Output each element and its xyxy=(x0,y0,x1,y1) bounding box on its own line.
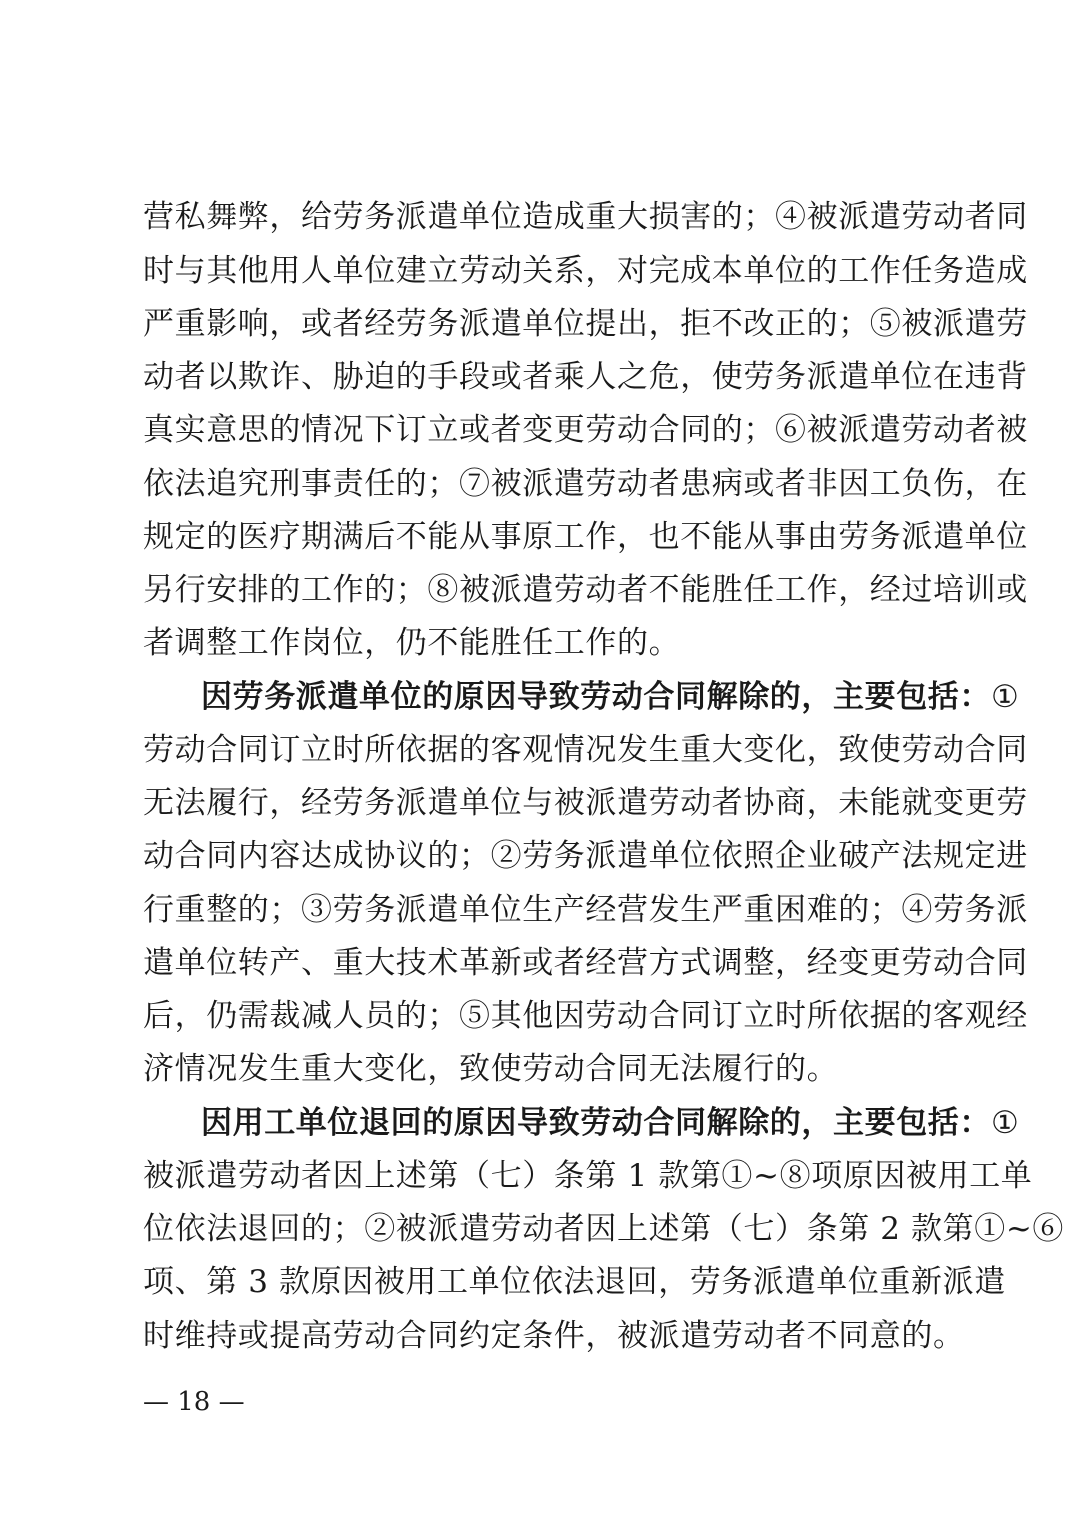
paragraph-3-lead: 因用工单位退回的原因导致劳动合同解除的，主要包括： xyxy=(201,1105,991,1141)
paragraph-1-line-1: 营私舞弊，给劳务派遣单位造成重大损害的；④被派遣劳动者同 xyxy=(143,199,1028,235)
paragraph-3-first-rest: ① xyxy=(991,1105,1020,1141)
paragraph-2-first-rest: ① xyxy=(991,679,1020,715)
paragraph-1-line-2: 时与其他用人单位建立劳动关系，对完成本单位的工作任务造成 xyxy=(143,253,1028,289)
paragraph-1-line-5: 真实意思的情况下订立或者变更劳动合同的；⑥被派遣劳动者被 xyxy=(143,412,1028,448)
paragraph-3-line-3: 位依法退回的；②被派遣劳动者因上述第（七）条第 2 款第①~⑥ xyxy=(143,1211,1065,1247)
paragraph-1-line-6: 依法追究刑事责任的；⑦被派遣劳动者患病或者非因工负伤，在 xyxy=(143,466,1028,502)
paragraph-2-line-4: 动合同内容达成协议的；②劳务派遣单位依照企业破产法规定进 xyxy=(143,838,1028,874)
paragraph-3-line-4: 项、第 3 款原因被用工单位依法退回，劳务派遣单位重新派遣 xyxy=(143,1264,1006,1300)
paragraph-2-line-3: 无法履行，经劳务派遣单位与被派遣劳动者协商，未能就变更劳 xyxy=(143,785,1028,821)
paragraph-1-line-7: 规定的医疗期满后不能从事原工作，也不能从事由劳务派遣单位 xyxy=(143,519,1028,555)
page-number: — 18 — xyxy=(143,1387,245,1417)
paragraph-1-line-3: 严重影响，或者经劳务派遣单位提出，拒不改正的；⑤被派遣劳 xyxy=(143,306,1028,342)
paragraph-2-first-line xyxy=(201,677,1020,717)
paragraph-3-line-2: 被派遣劳动者因上述第（七）条第 1 款第①~⑧项原因被用工单 xyxy=(143,1158,1033,1194)
paragraph-2-line-5: 行重整的；③劳务派遣单位生产经营发生严重困难的；④劳务派 xyxy=(143,892,1028,928)
paragraph-2-lead: 因劳务派遣单位的原因导致劳动合同解除的，主要包括： xyxy=(201,679,991,715)
paragraph-3-line-5: 时维持或提高劳动合同约定条件，被派遣劳动者不同意的。 xyxy=(143,1318,965,1354)
paragraph-1-line-8: 另行安排的工作的；⑧被派遣劳动者不能胜任工作，经过培训或 xyxy=(143,572,1028,608)
paragraph-2-line-6: 遣单位转产、重大技术革新或者经营方式调整，经变更劳动合同 xyxy=(143,945,1028,981)
paragraph-2-line-8: 济情况发生重大变化，致使劳动合同无法履行的。 xyxy=(143,1051,839,1087)
paragraph-1-line-9: 者调整工作岗位，仍不能胜任工作的。 xyxy=(143,625,681,661)
paragraph-3-first-line xyxy=(201,1103,1020,1143)
paragraph-2-line-2: 劳动合同订立时所依据的客观情况发生重大变化，致使劳动合同 xyxy=(143,732,1028,768)
paragraph-2-line-7: 后，仍需裁减人员的；⑤其他因劳动合同订立时所依据的客观经 xyxy=(143,998,1028,1034)
paragraph-1-line-4: 动者以欺诈、胁迫的手段或者乘人之危，使劳务派遣单位在违背 xyxy=(143,359,1028,395)
